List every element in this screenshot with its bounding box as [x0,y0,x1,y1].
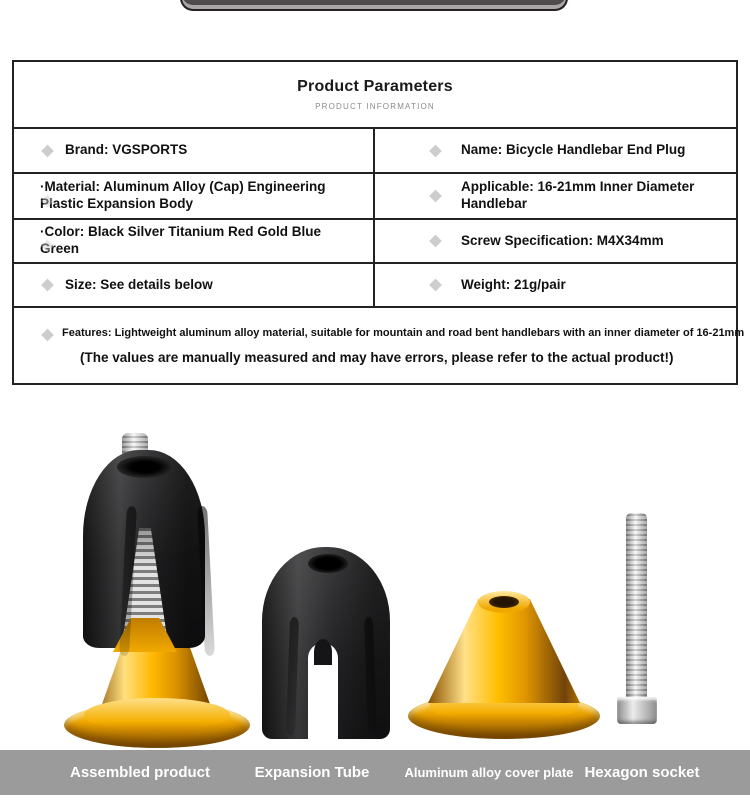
cap-top-hole [117,456,173,478]
disclaimer-text: (The values are manually measured and may have errors, please refer to the actual product!) [80,349,674,365]
caption-expansion-tube: Expansion Tube [254,764,370,781]
brand-text: Brand: VGSPORTS [65,142,188,158]
product-parameters-table [12,60,745,385]
hexagon-socket-screw-image [612,513,662,725]
black-expansion-cap [83,450,205,648]
cover-cone [428,599,580,703]
product-photo-area [0,385,750,750]
cover-hole [489,596,519,608]
size-cell [14,264,375,306]
caption-hexagon-socket: Hexagon socket [584,764,700,781]
color-text: ·Color: Black Silver Titanium Red Gold Blue Green [40,224,322,256]
features-text: Features: Lightweight aluminum alloy material, suitable for mountain and road bent handlebars with an inner diameter of 16-21mm [62,326,745,339]
gold-flange-top [84,698,230,732]
name-text: Name: Bicycle Handlebar End Plug [461,142,686,158]
color-cell [14,220,375,262]
name-cell [375,129,736,172]
tube-groove [286,617,299,735]
screw-spec-cell [375,220,736,262]
features-row [14,308,745,383]
screw-spec-text: Screw Specification: M4X34mm [461,232,664,248]
table-row [14,220,736,264]
brand-cell [14,129,375,172]
table-row [14,174,736,220]
tube-groove [364,617,377,735]
top-cropped-banner-shape [180,0,568,11]
cap-groove [197,506,215,656]
tube-top-hole [308,554,348,573]
screw-head [617,697,657,724]
weight-cell [375,264,736,306]
expansion-tube-image [256,547,396,743]
caption-cover-plate: Aluminum alloy cover plate [404,765,574,780]
screw-threaded-rod [626,513,647,701]
material-cell [14,174,375,218]
table-header [14,62,736,129]
applicable-cell [375,174,736,218]
applicable-text: Applicable: 16-21mm Inner Diameter Handlebar [461,179,695,211]
cover-plate-image [408,593,600,743]
table-row [14,129,736,174]
caption-bar [0,750,750,795]
weight-text: Weight: 21g/pair [461,276,566,292]
table-subtitle: PRODUCT INFORMATION [315,102,435,111]
assembled-product-image [60,430,255,750]
material-text: ·Material: Aluminum Alloy (Cap) Engineering Plastic Expansion Body [40,179,326,211]
table-title: Product Parameters [297,78,453,95]
size-text: Size: See details below [65,276,213,292]
table-rows [14,129,745,383]
table-row [14,264,736,308]
caption-assembled-product: Assembled product [69,764,211,781]
bottom-white-strip [0,795,750,800]
tube-leg-gap [308,643,338,743]
